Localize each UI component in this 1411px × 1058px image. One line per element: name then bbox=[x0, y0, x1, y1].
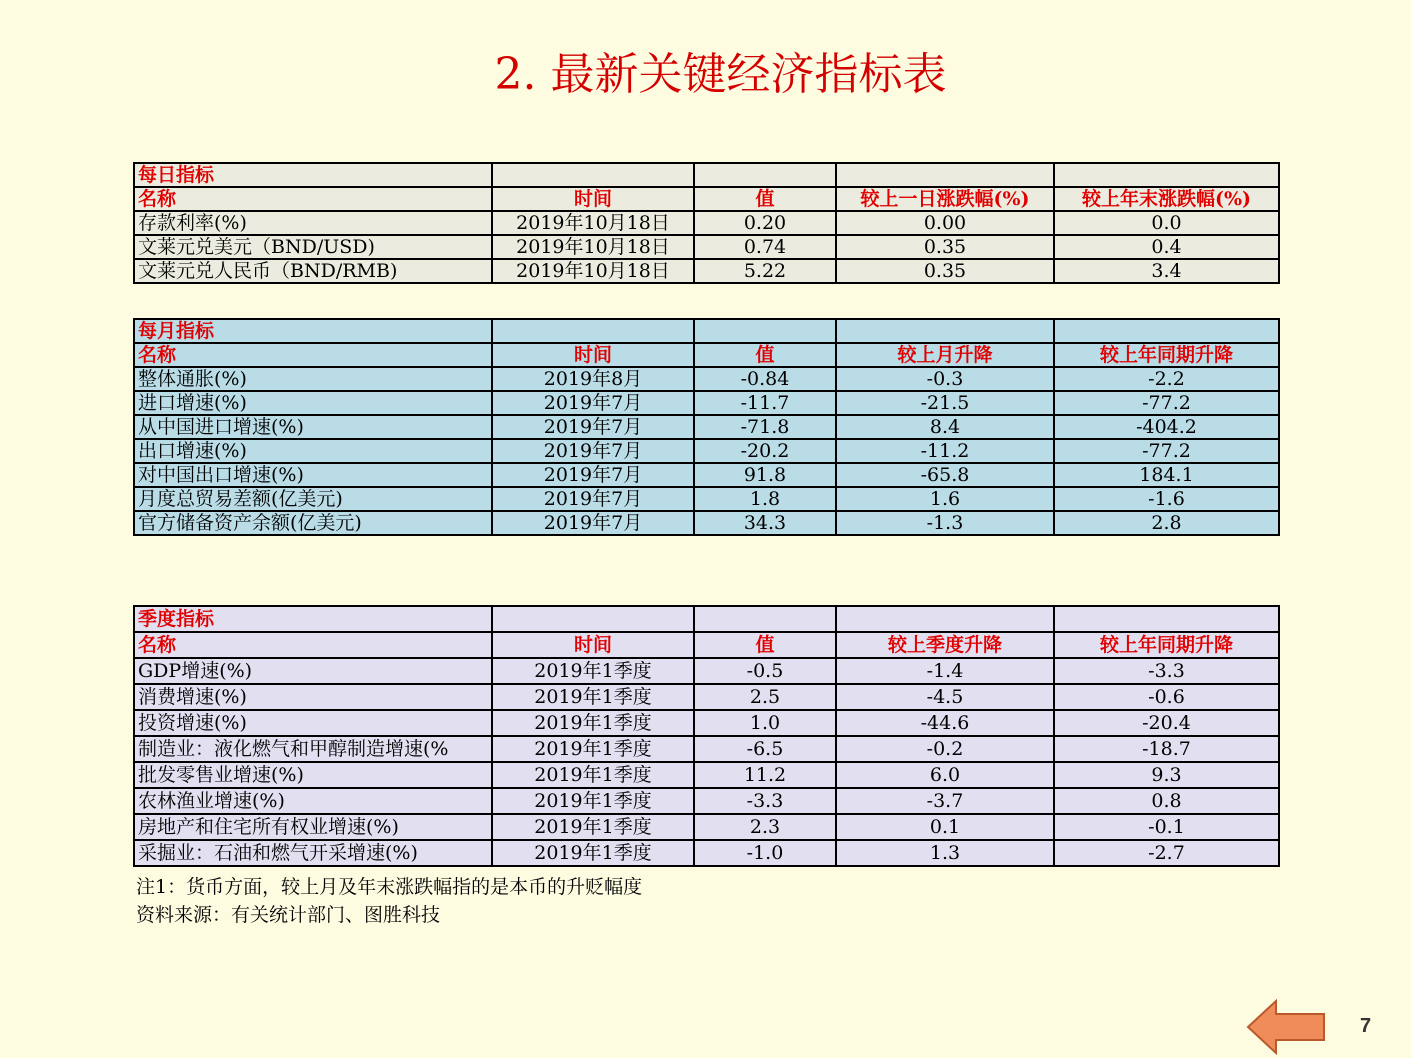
indicator-value: -6.5 bbox=[694, 736, 836, 762]
indicator-value: -1.3 bbox=[836, 511, 1054, 535]
table-row bbox=[134, 511, 1279, 535]
monthly-header-row bbox=[134, 343, 1279, 367]
empty-cell bbox=[492, 163, 694, 187]
indicator-name: 从中国进口增速(%) bbox=[134, 415, 492, 439]
indicator-date: 2019年7月 bbox=[492, 391, 694, 415]
indicator-date: 2019年10月18日 bbox=[492, 211, 694, 235]
indicator-value: -0.1 bbox=[1054, 814, 1279, 840]
indicator-value: -18.7 bbox=[1054, 736, 1279, 762]
indicator-value: -0.6 bbox=[1054, 684, 1279, 710]
indicator-value: 0.0 bbox=[1054, 211, 1279, 235]
empty-cell bbox=[492, 319, 694, 343]
table-row bbox=[134, 463, 1279, 487]
indicator-date: 2019年7月 bbox=[492, 487, 694, 511]
indicator-value: -77.2 bbox=[1054, 391, 1279, 415]
column-header: 时间 bbox=[492, 187, 694, 211]
column-header: 较上一日涨跌幅(%) bbox=[836, 187, 1054, 211]
indicator-value: -11.2 bbox=[836, 439, 1054, 463]
empty-cell bbox=[694, 606, 836, 632]
indicator-value: -21.5 bbox=[836, 391, 1054, 415]
indicator-value: 6.0 bbox=[836, 762, 1054, 788]
indicator-date: 2019年7月 bbox=[492, 439, 694, 463]
monthly-section-title: 每月指标 bbox=[134, 319, 492, 343]
column-header: 较上年同期升降 bbox=[1054, 343, 1279, 367]
data-source: 资料来源：有关统计部门、图胜科技 bbox=[136, 904, 441, 926]
indicator-value: 0.74 bbox=[694, 235, 836, 259]
monthly-indicators-table bbox=[133, 318, 1280, 536]
indicator-value: 9.3 bbox=[1054, 762, 1279, 788]
indicator-date: 2019年1季度 bbox=[492, 814, 694, 840]
indicator-value: -0.84 bbox=[694, 367, 836, 391]
left-arrow-icon[interactable] bbox=[1246, 998, 1326, 1056]
indicator-value: 1.8 bbox=[694, 487, 836, 511]
quarterly-section-row bbox=[134, 606, 1279, 632]
indicator-name: 对中国出口增速(%) bbox=[134, 463, 492, 487]
empty-cell bbox=[836, 319, 1054, 343]
indicator-name: 文莱元兑人民币（BND/RMB) bbox=[134, 259, 492, 283]
column-header: 较上月升降 bbox=[836, 343, 1054, 367]
indicator-date: 2019年1季度 bbox=[492, 736, 694, 762]
table-row bbox=[134, 684, 1279, 710]
column-header: 值 bbox=[694, 632, 836, 658]
indicator-name: 投资增速(%) bbox=[134, 710, 492, 736]
indicator-name: 批发零售业增速(%) bbox=[134, 762, 492, 788]
column-header: 较上季度升降 bbox=[836, 632, 1054, 658]
table-row bbox=[134, 439, 1279, 463]
indicator-value: 0.35 bbox=[836, 259, 1054, 283]
indicator-date: 2019年10月18日 bbox=[492, 259, 694, 283]
column-header: 名称 bbox=[134, 343, 492, 367]
indicator-name: 月度总贸易差额(亿美元) bbox=[134, 487, 492, 511]
indicator-name: 采掘业：石油和燃气开采增速(%) bbox=[134, 840, 492, 866]
footnotes bbox=[136, 873, 642, 929]
indicator-value: -0.5 bbox=[694, 658, 836, 684]
indicator-date: 2019年1季度 bbox=[492, 684, 694, 710]
indicator-value: 5.22 bbox=[694, 259, 836, 283]
indicator-value: 1.0 bbox=[694, 710, 836, 736]
column-header: 较上年末涨跌幅(%) bbox=[1054, 187, 1279, 211]
indicator-value: -3.3 bbox=[1054, 658, 1279, 684]
indicator-name: 出口增速(%) bbox=[134, 439, 492, 463]
empty-cell bbox=[1054, 163, 1279, 187]
daily-section-row bbox=[134, 163, 1279, 187]
indicator-name: 整体通胀(%) bbox=[134, 367, 492, 391]
indicator-value: 11.2 bbox=[694, 762, 836, 788]
empty-cell bbox=[836, 606, 1054, 632]
table-row bbox=[134, 762, 1279, 788]
quarterly-section-title: 季度指标 bbox=[134, 606, 492, 632]
indicator-date: 2019年8月 bbox=[492, 367, 694, 391]
table-row bbox=[134, 788, 1279, 814]
indicator-name: 存款利率(%) bbox=[134, 211, 492, 235]
indicator-value: -0.3 bbox=[836, 367, 1054, 391]
indicator-value: -20.4 bbox=[1054, 710, 1279, 736]
indicator-date: 2019年1季度 bbox=[492, 762, 694, 788]
quarterly-indicators-table bbox=[133, 605, 1280, 867]
indicator-value: 1.3 bbox=[836, 840, 1054, 866]
indicator-value: -3.7 bbox=[836, 788, 1054, 814]
indicator-date: 2019年7月 bbox=[492, 463, 694, 487]
table-row bbox=[134, 415, 1279, 439]
column-header: 值 bbox=[694, 343, 836, 367]
indicator-date: 2019年1季度 bbox=[492, 658, 694, 684]
empty-cell bbox=[836, 163, 1054, 187]
indicator-value: -1.6 bbox=[1054, 487, 1279, 511]
empty-cell bbox=[492, 606, 694, 632]
indicator-name: 农林渔业增速(%) bbox=[134, 788, 492, 814]
indicator-value: -0.2 bbox=[836, 736, 1054, 762]
indicator-value: 184.1 bbox=[1054, 463, 1279, 487]
indicator-value: -20.2 bbox=[694, 439, 836, 463]
table-row bbox=[134, 391, 1279, 415]
table-row bbox=[134, 710, 1279, 736]
empty-cell bbox=[694, 163, 836, 187]
indicator-name: GDP增速(%) bbox=[134, 658, 492, 684]
indicator-value: 8.4 bbox=[836, 415, 1054, 439]
indicator-date: 2019年1季度 bbox=[492, 710, 694, 736]
indicator-name: 消费增速(%) bbox=[134, 684, 492, 710]
indicator-name: 进口增速(%) bbox=[134, 391, 492, 415]
table-row bbox=[134, 736, 1279, 762]
indicator-date: 2019年10月18日 bbox=[492, 235, 694, 259]
indicator-value: -2.7 bbox=[1054, 840, 1279, 866]
indicator-value: 91.8 bbox=[694, 463, 836, 487]
daily-header-row bbox=[134, 187, 1279, 211]
indicator-value: -4.5 bbox=[836, 684, 1054, 710]
table-row bbox=[134, 814, 1279, 840]
indicator-name: 制造业：液化燃气和甲醇制造增速(% bbox=[134, 736, 492, 762]
indicator-date: 2019年7月 bbox=[492, 415, 694, 439]
indicator-value: -71.8 bbox=[694, 415, 836, 439]
indicator-value: -2.2 bbox=[1054, 367, 1279, 391]
indicator-value: -65.8 bbox=[836, 463, 1054, 487]
indicator-value: -77.2 bbox=[1054, 439, 1279, 463]
table-row bbox=[134, 211, 1279, 235]
page-title: 2. 最新关键经济指标表 bbox=[494, 49, 947, 100]
column-header: 时间 bbox=[492, 632, 694, 658]
indicator-value: 0.35 bbox=[836, 235, 1054, 259]
page-number: 7 bbox=[1360, 1015, 1372, 1037]
column-header: 名称 bbox=[134, 632, 492, 658]
daily-indicators-table bbox=[133, 162, 1280, 284]
indicator-value: 2.3 bbox=[694, 814, 836, 840]
column-header: 时间 bbox=[492, 343, 694, 367]
table-row bbox=[134, 259, 1279, 283]
indicator-date: 2019年1季度 bbox=[492, 788, 694, 814]
indicator-value: 2.8 bbox=[1054, 511, 1279, 535]
daily-section-title: 每日指标 bbox=[134, 163, 492, 187]
empty-cell bbox=[1054, 606, 1279, 632]
indicator-name: 文莱元兑美元（BND/USD) bbox=[134, 235, 492, 259]
quarterly-header-row bbox=[134, 632, 1279, 658]
indicator-date: 2019年1季度 bbox=[492, 840, 694, 866]
indicator-value: 0.1 bbox=[836, 814, 1054, 840]
column-header: 值 bbox=[694, 187, 836, 211]
column-header: 较上年同期升降 bbox=[1054, 632, 1279, 658]
indicator-value: -11.7 bbox=[694, 391, 836, 415]
indicator-value: 0.4 bbox=[1054, 235, 1279, 259]
indicator-value: 1.6 bbox=[836, 487, 1054, 511]
indicator-name: 官方储备资产余额(亿美元) bbox=[134, 511, 492, 535]
indicator-value: -404.2 bbox=[1054, 415, 1279, 439]
indicator-date: 2019年7月 bbox=[492, 511, 694, 535]
indicator-value: 0.00 bbox=[836, 211, 1054, 235]
indicator-value: -3.3 bbox=[694, 788, 836, 814]
column-header: 名称 bbox=[134, 187, 492, 211]
table-row bbox=[134, 487, 1279, 511]
table-row bbox=[134, 840, 1279, 866]
table-row bbox=[134, 367, 1279, 391]
indicator-value: 0.8 bbox=[1054, 788, 1279, 814]
note-1: 注1：货币方面，较上月及年末涨跌幅指的是本币的升贬幅度 bbox=[136, 876, 643, 898]
indicator-value: 0.20 bbox=[694, 211, 836, 235]
indicator-value: -1.0 bbox=[694, 840, 836, 866]
table-row bbox=[134, 235, 1279, 259]
empty-cell bbox=[694, 319, 836, 343]
table-row bbox=[134, 658, 1279, 684]
monthly-section-row bbox=[134, 319, 1279, 343]
empty-cell bbox=[1054, 319, 1279, 343]
indicator-name: 房地产和住宅所有权业增速(%) bbox=[134, 814, 492, 840]
indicator-value: -44.6 bbox=[836, 710, 1054, 736]
indicator-value: 3.4 bbox=[1054, 259, 1279, 283]
indicator-value: -1.4 bbox=[836, 658, 1054, 684]
indicator-value: 2.5 bbox=[694, 684, 836, 710]
indicator-value: 34.3 bbox=[694, 511, 836, 535]
